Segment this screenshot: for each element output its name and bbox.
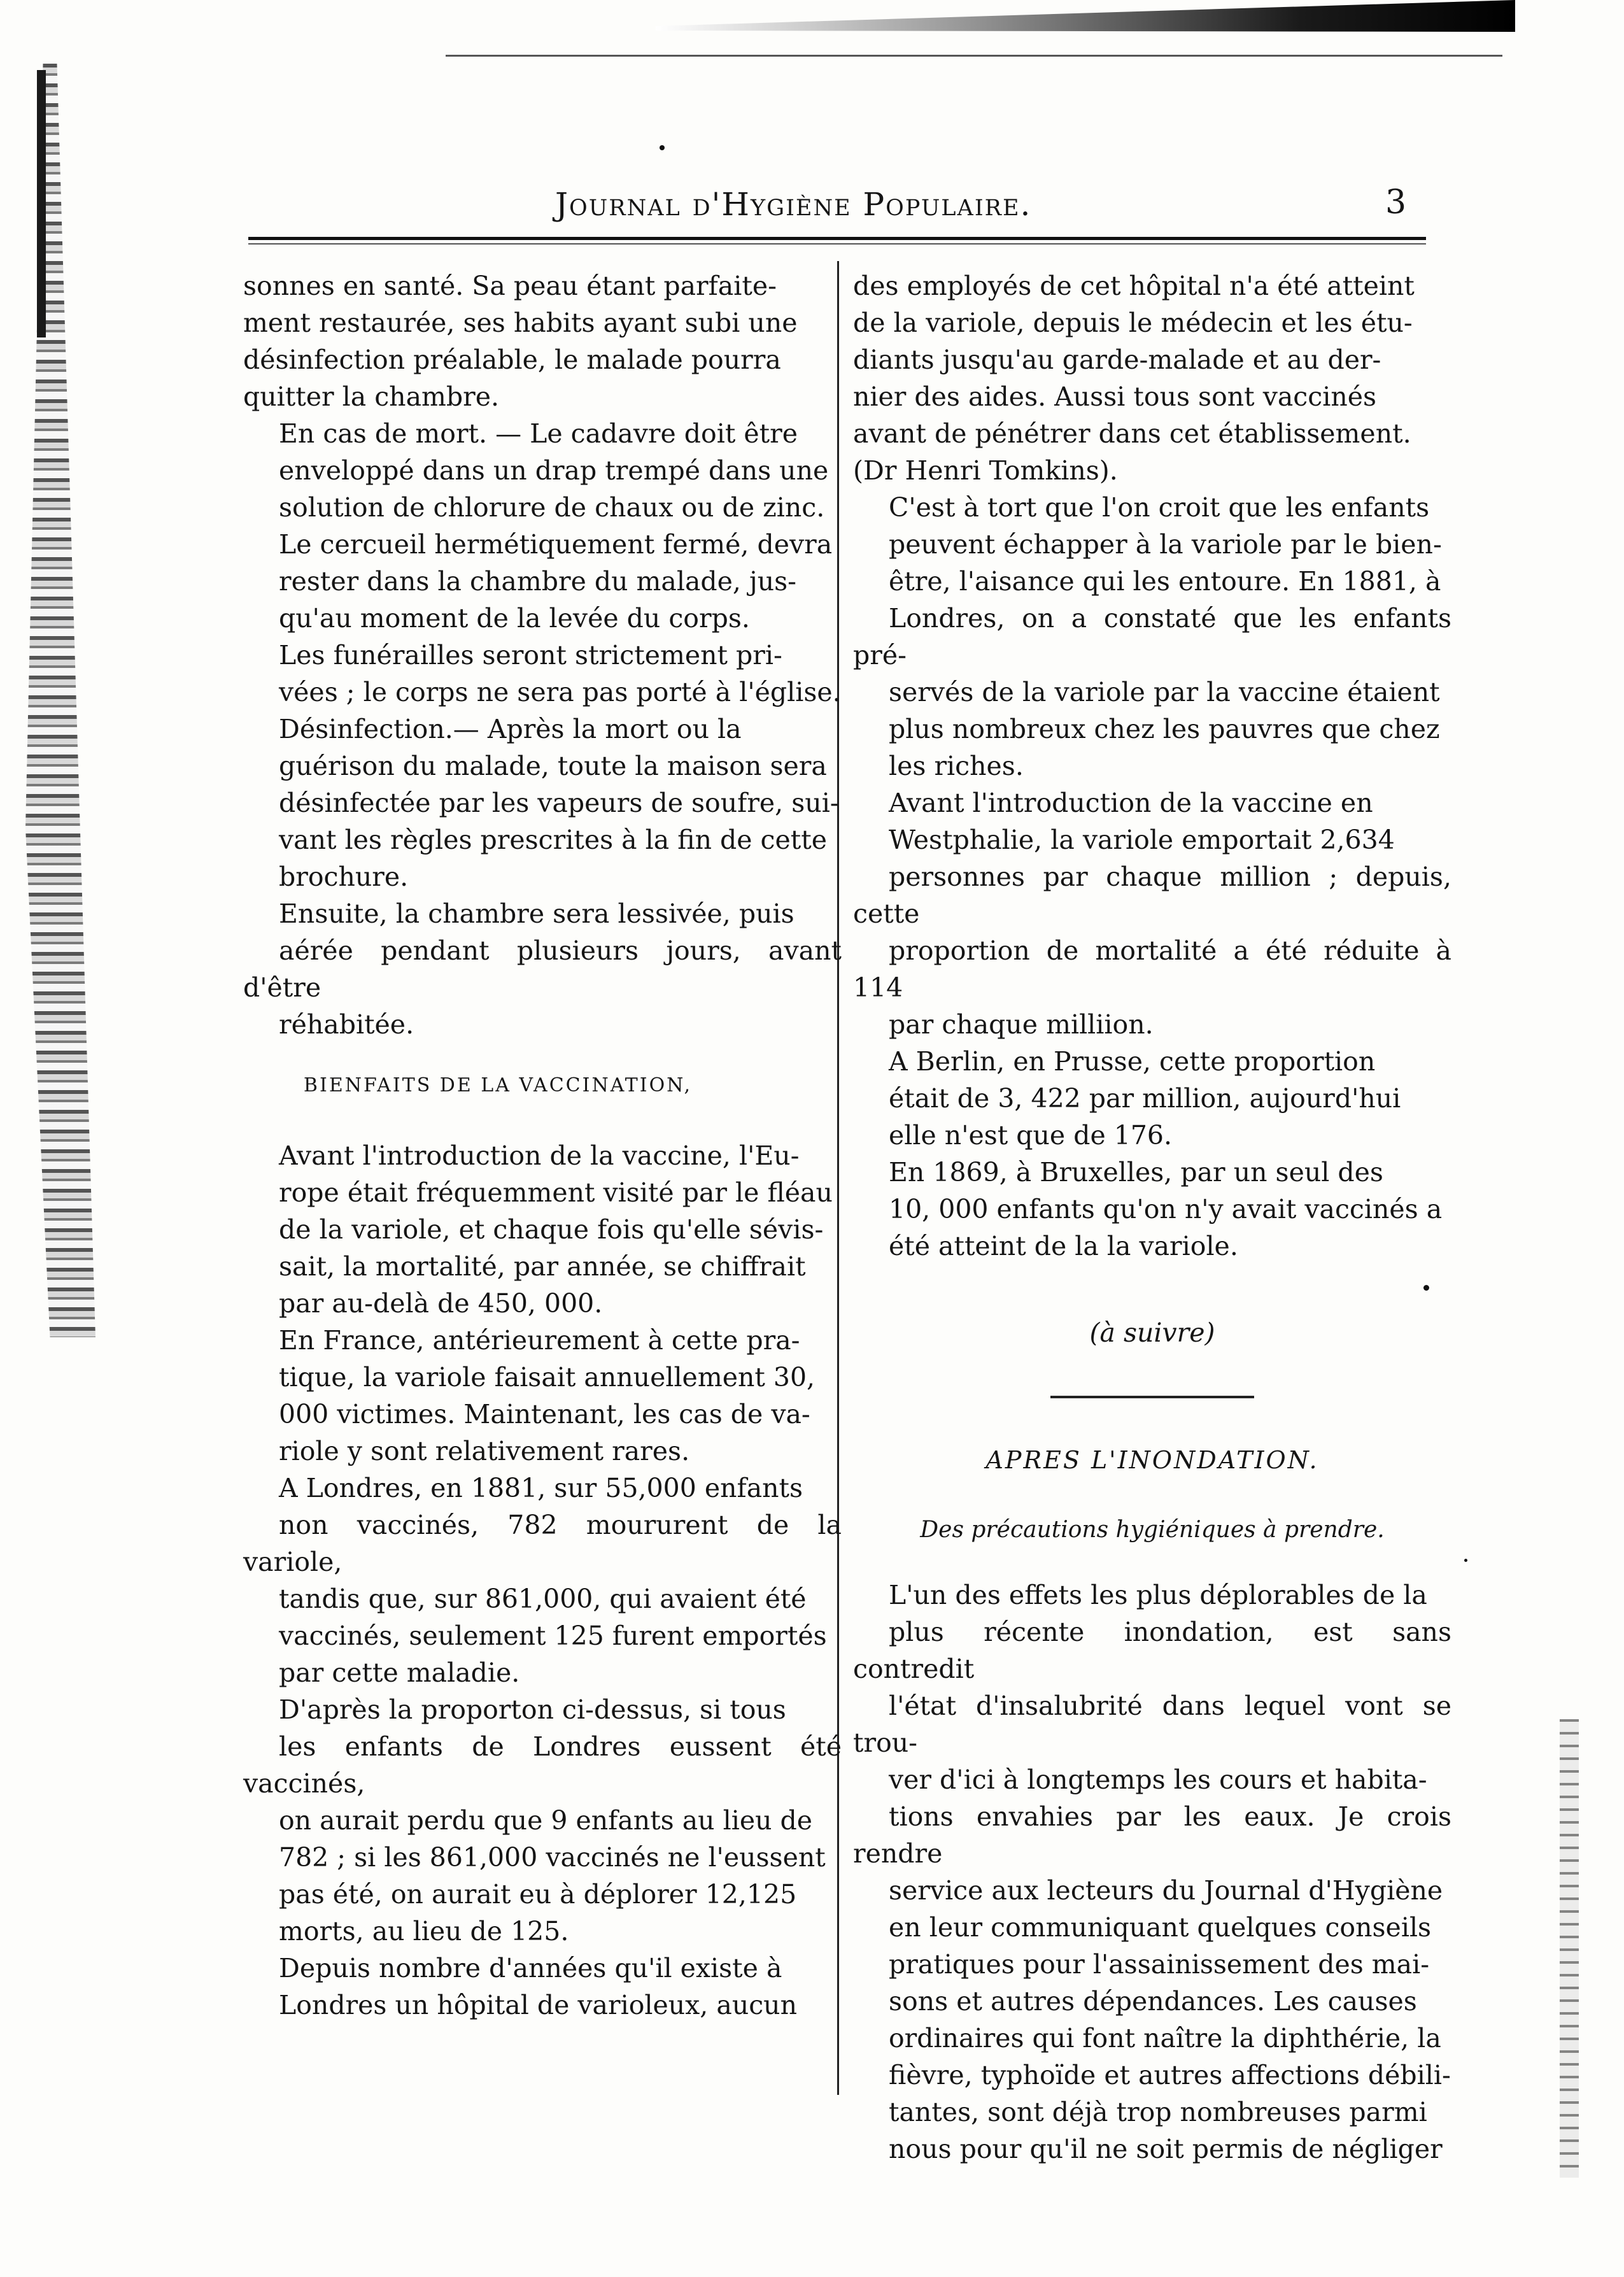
- paragraph: [853, 1154, 1451, 1265]
- text-line: Londres un hôpital de varioleux, aucun: [279, 1990, 797, 2020]
- text-line: ment restaurée, ses habits ayant subi une: [243, 308, 798, 338]
- text-line: été atteint de la la variole.: [889, 1231, 1238, 1261]
- text-line: de la variole, et chaque fois qu'elle sévis-: [279, 1214, 824, 1245]
- header-rule: [248, 237, 1426, 240]
- text-line: peuvent échapper à la variole par le bien-: [889, 529, 1442, 560]
- scan-edge-shadow-top: [656, 0, 1515, 32]
- text-line: rester dans la chambre du malade, jus-: [279, 566, 797, 597]
- text-line: A Londres, en 1881, sur 55,000 enfants: [279, 1473, 803, 1503]
- article-subtitle: Des précautions hygiéniques à prendre.: [920, 1517, 1385, 1543]
- text-line: service aux lecteurs du Journal d'Hygiène: [889, 1875, 1443, 1906]
- text-line: sonnes en santé. Sa peau étant parfaite-: [243, 271, 777, 301]
- text-line: par au-delà de 450, 000.: [279, 1288, 603, 1319]
- text-line: riole y sont relativement rares.: [279, 1436, 690, 1466]
- section-heading: BIENFAITS DE LA VACCINATION,: [303, 1074, 693, 1096]
- text-line: tions envahies par les eaux. Je crois rendre: [853, 1801, 1451, 1869]
- text-line: 10, 000 enfants qu'on n'y avait vaccinés a: [889, 1194, 1443, 1224]
- text-line: désinfection préalable, le malade pourra: [243, 344, 781, 375]
- text-line: on aurait perdu que 9 enfants au lieu de: [279, 1805, 813, 1836]
- text-line: sait, la mortalité, par année, se chiffrait: [279, 1251, 806, 1282]
- paragraph: [243, 895, 842, 1043]
- text-line: ver d'ici à longtemps les cours et habita-: [889, 1764, 1427, 1795]
- text-line: nier des aides. Aussi tous sont vaccinés: [853, 381, 1377, 412]
- paragraph: [243, 1322, 842, 1470]
- page-number: 3: [1385, 183, 1407, 222]
- text-line: solution de chlorure de chaux ou de zinc.: [279, 492, 825, 523]
- text-line: plus récente inondation, est sans contredit: [853, 1617, 1451, 1684]
- text-line: 782 ; si les 861,000 vaccinés ne l'eussent: [279, 1842, 826, 1873]
- running-head: [248, 183, 1426, 237]
- paragraph: [243, 1470, 842, 1691]
- paragraph: [853, 784, 1451, 1043]
- text-line: brochure.: [279, 862, 409, 892]
- text-line: enveloppé dans un drap trempé dans une: [279, 455, 829, 486]
- text-line: non vaccinés, 782 moururent de la variole,: [243, 1510, 842, 1577]
- paragraph: [243, 1137, 842, 1322]
- text-line: l'état d'insalubrité dans lequel vont se trou-: [853, 1691, 1451, 1758]
- paragraph: [243, 415, 842, 637]
- text-line: En cas de mort. — Le cadavre doit être: [279, 418, 798, 449]
- text-line: Avant l'introduction de la vaccine en: [889, 788, 1373, 818]
- text-line: pas été, on aurait eu à déplorer 12,125: [279, 1879, 797, 1910]
- text-line: D'après la proporton ci-dessus, si tous: [279, 1694, 786, 1725]
- paragraph: [243, 711, 842, 895]
- text-line: par chaque milliion.: [889, 1009, 1154, 1040]
- text-line: désinfectée par les vapeurs de soufre, sui-: [279, 788, 839, 818]
- text-line: rope était fréquemment visité par le fléau: [279, 1177, 833, 1208]
- text-line: A Berlin, en Prusse, cette proportion: [889, 1046, 1376, 1077]
- text-line: plus nombreux chez les pauvres que chez: [889, 714, 1440, 744]
- text-line: Depuis nombre d'années qu'il existe à: [279, 1953, 782, 1983]
- text-line: Avant l'introduction de la vaccine, l'Eu-: [279, 1140, 800, 1171]
- scan-edge-shadow-right: [1560, 1719, 1579, 2178]
- text-line: En France, antérieurement à cette pra-: [279, 1325, 800, 1356]
- article-separator-rule: [1050, 1396, 1254, 1398]
- scan-speck: [660, 145, 665, 150]
- text-line: des employés de cet hôpital n'a été atteint: [853, 271, 1415, 301]
- scan-edge-line-top: [446, 55, 1502, 57]
- text-line: qu'au moment de la levée du corps.: [279, 603, 750, 634]
- text-line: tantes, sont déjà trop nombreuses parmi: [889, 2097, 1427, 2127]
- journal-title: Journal d'Hygiène Populaire.: [555, 186, 1032, 223]
- left-column: [243, 267, 842, 2024]
- paragraph: [243, 267, 842, 415]
- text-line: Westphalie, la variole emportait 2,634: [889, 825, 1395, 855]
- text-line: en leur communiquant quelques conseils: [889, 1912, 1432, 1943]
- text-line: était de 3, 422 par million, aujourd'hui: [889, 1083, 1401, 1114]
- text-line: nous pour qu'il ne soit permis de négliger: [889, 2134, 1443, 2164]
- text-line: morts, au lieu de 125.: [279, 1916, 569, 1947]
- text-line: les enfants de Londres eussent été vaccinés,: [243, 1731, 842, 1799]
- text-line: aérée pendant plusieurs jours, avant d'être: [243, 935, 842, 1003]
- text-line: Désinfection.— Après la mort ou la: [279, 714, 742, 744]
- right-column: [853, 267, 1451, 2167]
- text-line: tandis que, sur 861,000, qui avaient été: [279, 1584, 807, 1614]
- paragraph: [853, 1577, 1451, 2167]
- text-line: vées ; le corps ne sera pas porté à l'église.: [279, 677, 841, 707]
- text-line: être, l'aisance qui les entoure. En 1881, à: [889, 566, 1441, 597]
- article-title: APRES L'INONDATION.: [985, 1446, 1319, 1474]
- text-line: vaccinés, seulement 125 furent emportés: [279, 1621, 827, 1651]
- text-line: (Dr Henri Tomkins).: [853, 455, 1118, 486]
- text-line: sons et autres dépendances. Les causes: [889, 1986, 1417, 2017]
- header-rule-thin: [248, 243, 1426, 245]
- text-line: avant de pénétrer dans cet établissement.: [853, 418, 1411, 449]
- continued-note: (à suivre): [1089, 1317, 1215, 1348]
- text-line: L'un des effets les plus déplorables de la: [889, 1580, 1427, 1610]
- text-line: ordinaires qui font naître la diphthérie, la: [889, 2023, 1441, 2054]
- text-line: personnes par chaque million ; depuis, cette: [853, 862, 1451, 929]
- text-line: Les funérailles seront strictement pri-: [279, 640, 782, 670]
- paragraph: [243, 1950, 842, 2024]
- text-line: de la variole, depuis le médecin et les étu-: [853, 308, 1413, 338]
- paragraph: [243, 1691, 842, 1950]
- text-line: elle n'est que de 176.: [889, 1120, 1173, 1151]
- text-line: C'est à tort que l'on croit que les enfants: [889, 492, 1430, 523]
- text-line: Ensuite, la chambre sera lessivée, puis: [279, 898, 794, 929]
- text-line: tique, la variole faisait annuellement 30,: [279, 1362, 816, 1393]
- paragraph: [243, 637, 842, 711]
- text-line: vant les règles prescrites à la fin de cette: [279, 825, 827, 855]
- paragraph: [853, 489, 1451, 784]
- text-line: pratiques pour l'assainissement des mai-: [889, 1949, 1430, 1980]
- text-line: par cette maladie.: [279, 1657, 520, 1688]
- text-line: 000 victimes. Maintenant, les cas de va-: [279, 1399, 810, 1429]
- text-line: diants jusqu'au garde-malade et au der-: [853, 344, 1381, 375]
- scan-speck: [1464, 1559, 1467, 1562]
- text-line: servés de la variole par la vaccine étaient: [889, 677, 1440, 707]
- text-line: réhabitée.: [279, 1009, 414, 1040]
- text-line: En 1869, à Bruxelles, par un seul des: [889, 1157, 1383, 1188]
- text-line: les riches.: [889, 751, 1024, 781]
- text-line: Londres, on a constaté que les enfants pré-: [853, 603, 1451, 670]
- scan-edge-bar-left: [37, 70, 46, 337]
- text-line: fièvre, typhoïde et autres affections débili-: [889, 2060, 1451, 2090]
- paragraph: [853, 1043, 1451, 1154]
- text-line: proportion de mortalité a été réduite à 114: [853, 935, 1451, 1003]
- text-line: Le cercueil hermétiquement fermé, devra: [279, 529, 833, 560]
- paragraph: [853, 267, 1451, 489]
- text-line: guérison du malade, toute la maison sera: [279, 751, 827, 781]
- scan-edge-shadow-left: [25, 64, 95, 1337]
- text-line: quitter la chambre.: [243, 381, 500, 412]
